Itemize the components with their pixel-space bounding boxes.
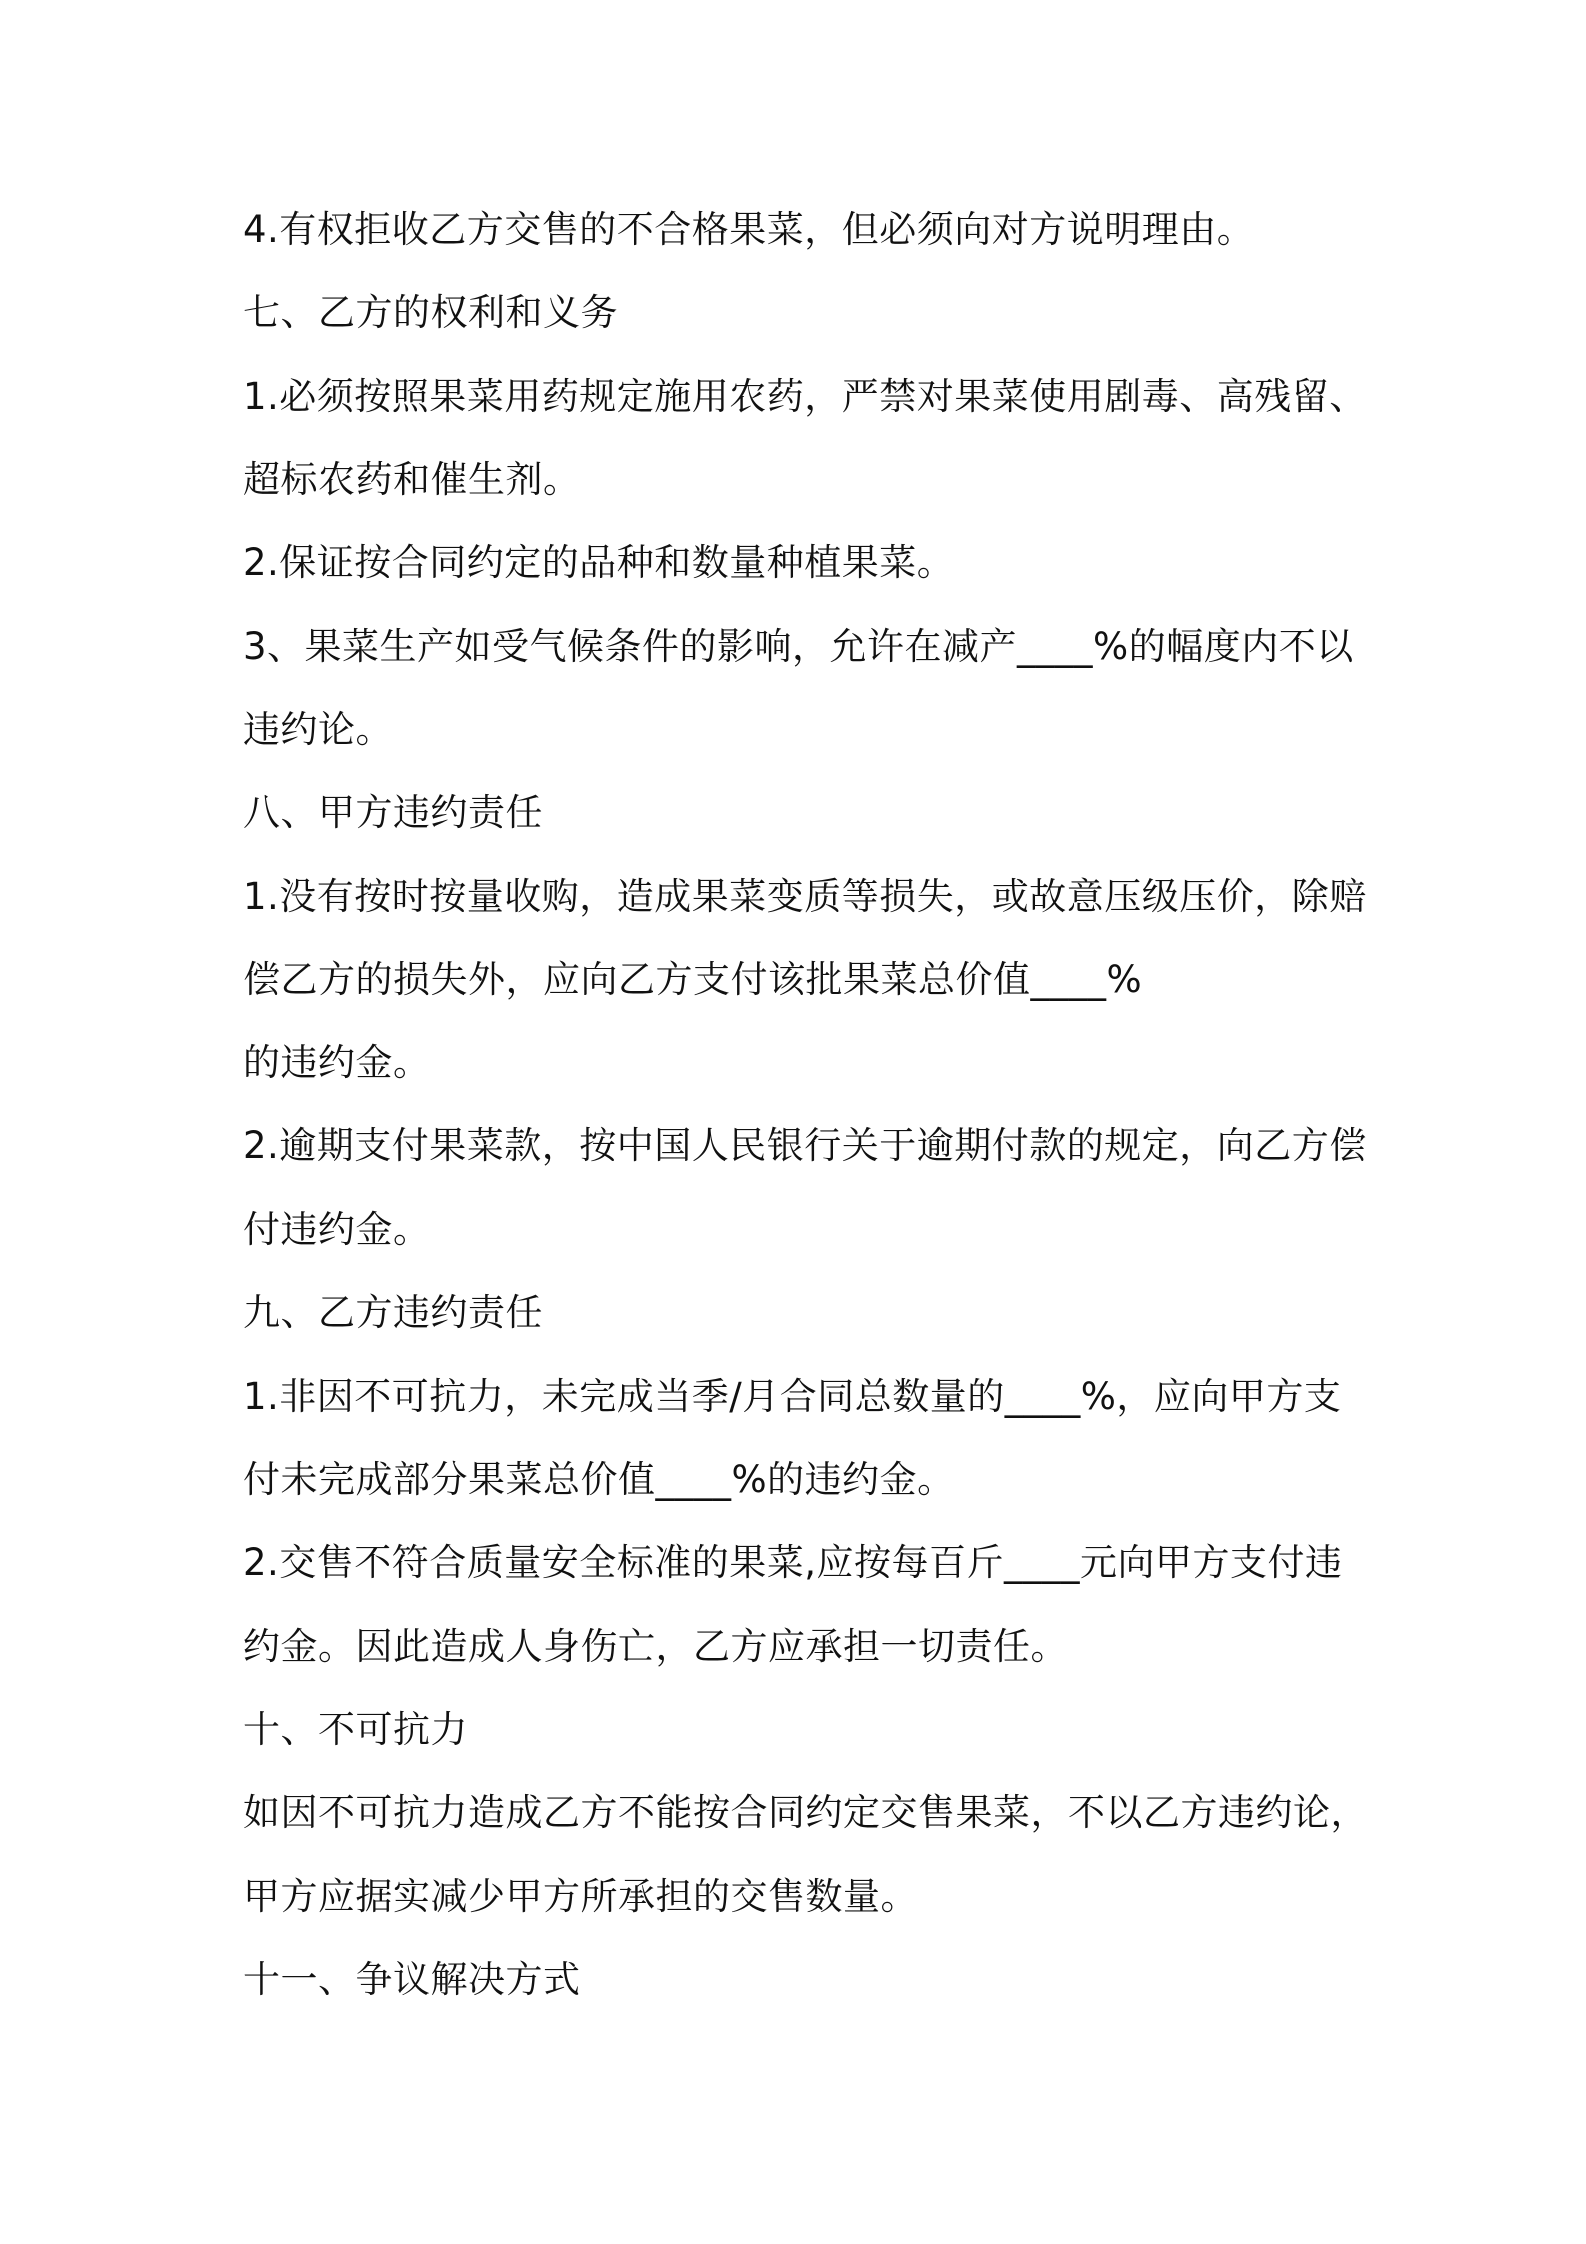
clause-8-item-1-line-3: 的违约金。 (243, 1041, 431, 1084)
clause-9-item-1-line-1: 1.非因不可抗力，未完成当季/月合同总数量的____%，应向甲方支 (243, 1375, 1342, 1418)
section-8-heading: 八、甲方违约责任 (243, 791, 543, 834)
clause-8-item-1-line-1: 1.没有按时按量收购，造成果菜变质等损失，或故意压级压价，除赔 (243, 875, 1367, 918)
section-11-heading: 十一、争议解决方式 (243, 1958, 581, 2001)
section-10-heading: 十、不可抗力 (243, 1708, 468, 1751)
clause-10-line-1: 如因不可抗力造成乙方不能按合同约定交售果菜，不以乙方违约论， (243, 1791, 1368, 1834)
clause-7-item-1-line-1: 1.必须按照果菜用药规定施用农药，严禁对果菜使用剧毒、高残留、 (243, 375, 1367, 418)
clause-7-item-1-line-2: 超标农药和催生剂。 (243, 458, 581, 501)
clause-6-item-4: 4.有权拒收乙方交售的不合格果菜，但必须向对方说明理由。 (243, 208, 1255, 251)
clause-9-item-2-line-2: 约金。因此造成人身伤亡，乙方应承担一切责任。 (243, 1625, 1068, 1668)
clause-8-item-2-line-1: 2.逾期支付果菜款，按中国人民银行关于逾期付款的规定，向乙方偿 (243, 1124, 1367, 1167)
clause-7-item-3-line-1: 3、果菜生产如受气候条件的影响，允许在减产____%的幅度内不以 (243, 625, 1354, 668)
clause-9-item-1-line-2: 付未完成部分果菜总价值____%的违约金。 (243, 1458, 955, 1501)
clause-7-item-3-line-2: 违约论。 (243, 708, 393, 751)
section-9-heading: 九、乙方违约责任 (243, 1291, 543, 1334)
clause-8-item-1-line-2: 偿乙方的损失外，应向乙方支付该批果菜总价值____% (243, 958, 1143, 1001)
section-7-heading: 七、乙方的权利和义务 (243, 291, 618, 334)
clause-8-item-2-line-2: 付违约金。 (243, 1208, 431, 1251)
clause-9-item-2-line-1: 2.交售不符合质量安全标准的果菜,应按每百斤____元向甲方支付违 (243, 1541, 1343, 1584)
clause-7-item-2: 2.保证按合同约定的品种和数量种植果菜。 (243, 541, 955, 584)
clause-10-line-2: 甲方应据实减少甲方所承担的交售数量。 (243, 1875, 918, 1918)
